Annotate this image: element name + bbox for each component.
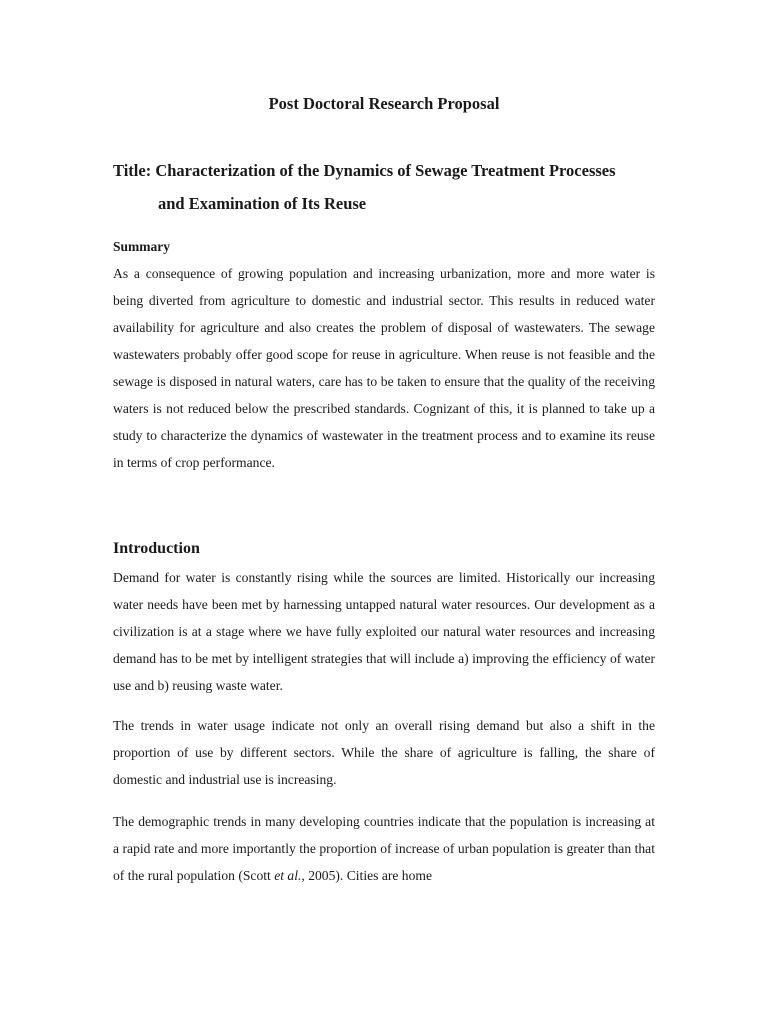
document-heading: Post Doctoral Research Proposal (268, 94, 500, 113)
title-line-1: Characterization of the Dynamics of Sewage Treatment Processes (155, 161, 616, 180)
paragraph-3-text-after: , 2005). Cities are home (301, 868, 433, 883)
citation-et-al: et al. (274, 868, 302, 883)
paragraph-3-text-before: The demographic trends in many developing countries indicate that the population is increasing at a rapid rate and more importantly the proportion of increase of urban population is greater than that of the rural population (Scott (113, 814, 655, 883)
introduction-paragraph-1: Demand for water is constantly rising while the sources are limited. Historically our increasing water needs have been met by harnessing untapped natural water resources. Our development as a civilization is at a stage where we have fully exploited our natural water resources and increasing demand has to be met by intelligent strategies that will include a) improving the efficiency of water use and b) reusing waste water. (113, 570, 655, 693)
introduction-heading: Introduction (113, 540, 200, 557)
introduction-paragraph-3 (113, 808, 655, 889)
summary-paragraph: As a consequence of growing population and increasing urbanization, more and more water is being diverted from agriculture to domestic and industrial sector. This results in reduced water availability for agriculture and also creates the problem of disposal of wastewaters. The sewage wastewaters probably offer good scope for reuse in agriculture. When reuse is not feasible and the sewage is disposed in natural waters, care has to be taken to ensure that the quality of the receiving waters is not reduced below the prescribed standards. Cognizant of this, it is planned to take up a study to characterize the dynamics of wastewater in the treatment process and to examine its reuse in terms of crop performance. (113, 266, 655, 470)
introduction-paragraph-2: The trends in water usage indicate not only an overall rising demand but also a shift in the proportion of use by different sectors. While the share of agriculture is falling, the share of domestic and industrial use is increasing. (113, 718, 655, 787)
title-line-2: and Examination of Its Reuse (158, 194, 367, 213)
title-prefix: Title: (113, 161, 152, 180)
proposal-title (113, 154, 673, 220)
summary-heading: Summary (113, 239, 170, 254)
